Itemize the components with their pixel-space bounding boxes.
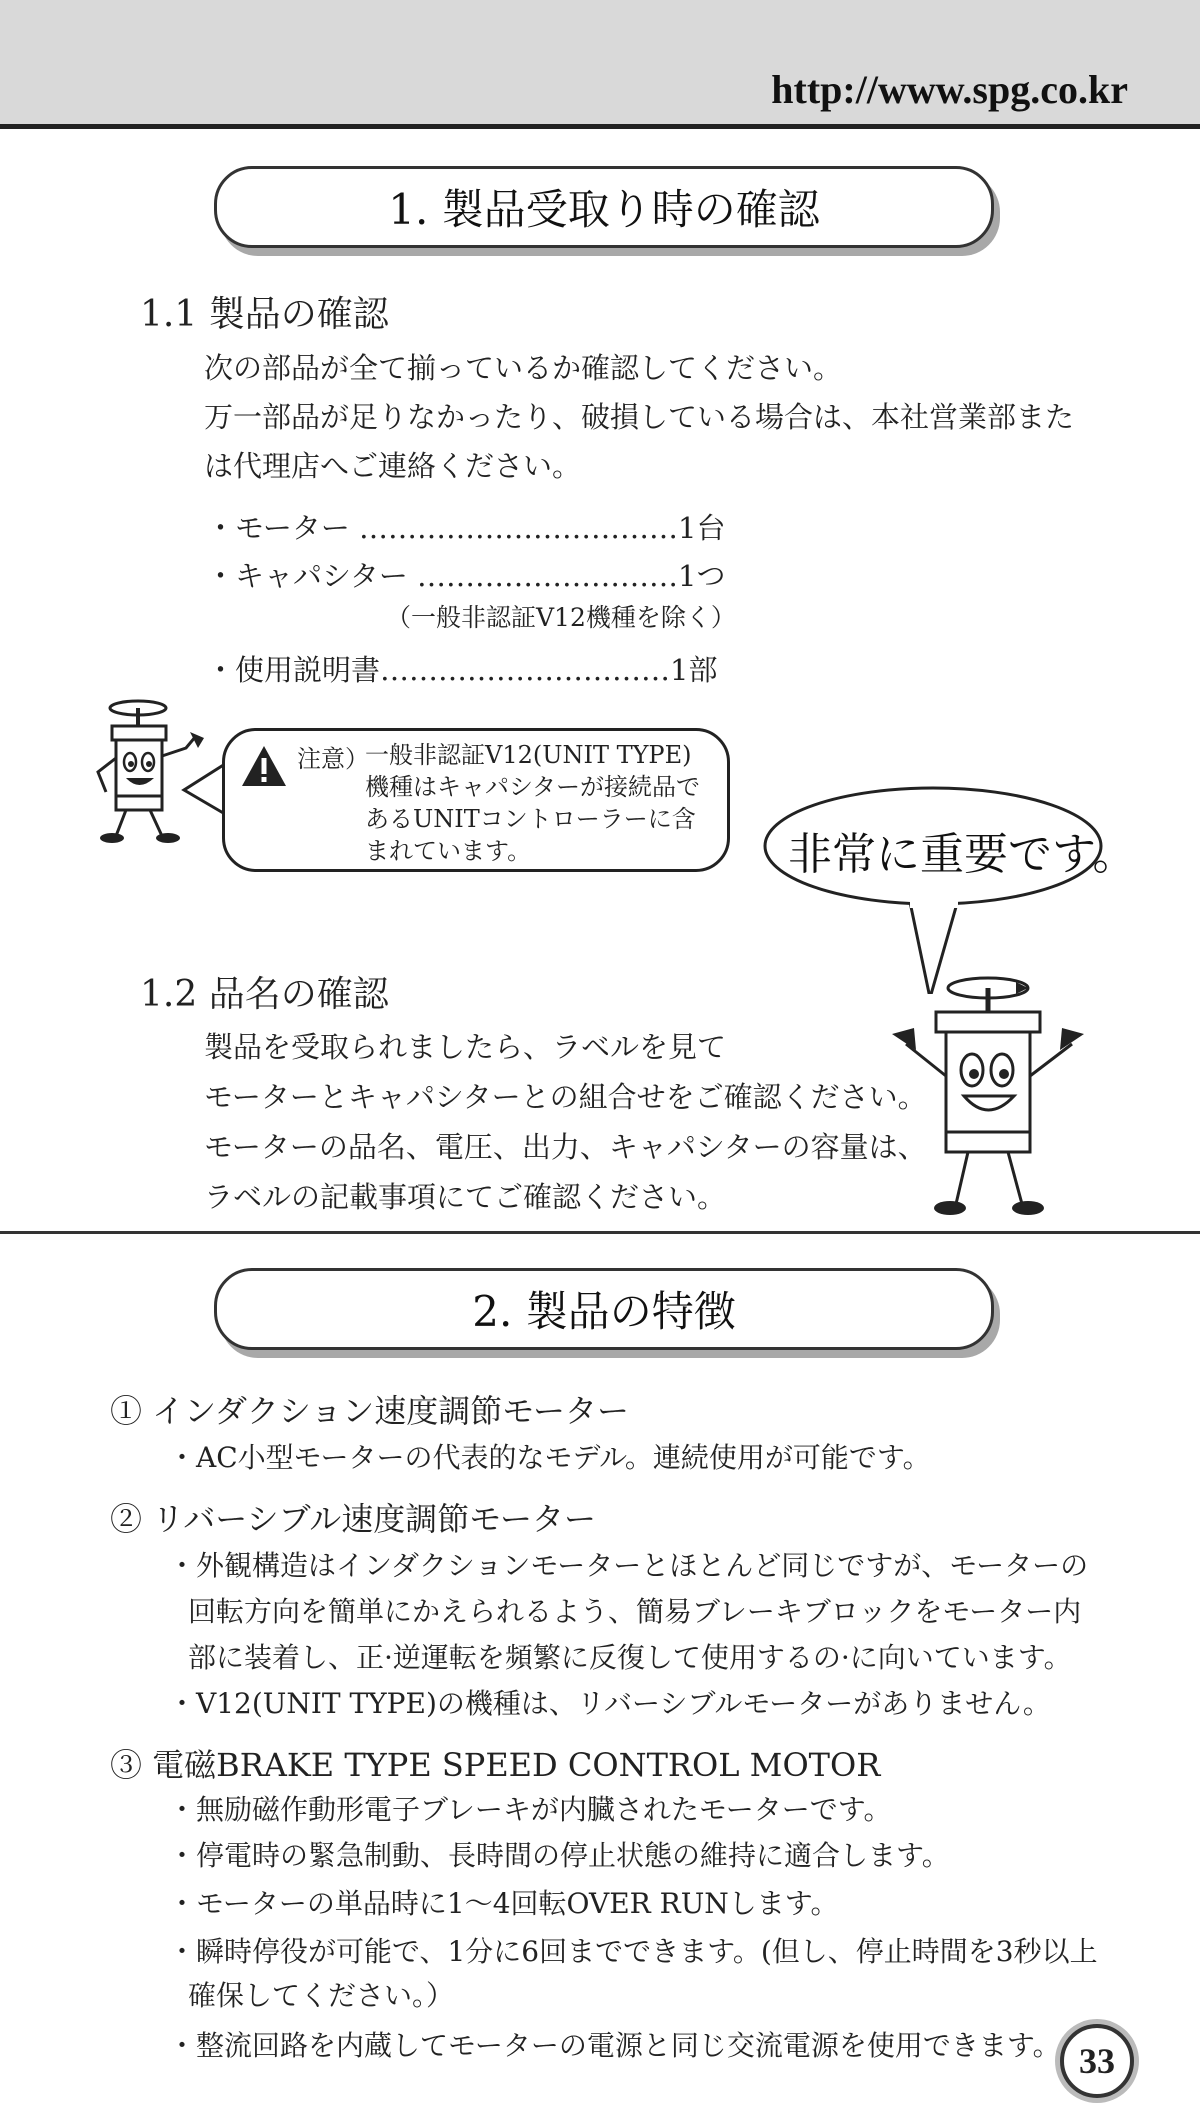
warning-icon [239,743,289,789]
item-capacitor: ・キャパシター ………………………1つ [206,559,726,593]
feature-1-title: ① インダクション速度調節モーター [110,1392,629,1430]
item-motor: ・モーター ……………………………1台 [206,511,726,545]
important-callout: 非常に重要です。 [788,829,1137,880]
note-bubble-tail [180,760,228,820]
caution-note-bubble [222,728,730,872]
feature-2-line: 回転方向を簡単にかえられるよう、簡易ブレーキブロックをモーター内 [188,1595,1082,1628]
feature-3-line: ・モーターの単品時に1～4回転OVER RUNします。 [168,1887,839,1920]
note-line: まれています。 [365,837,532,865]
section-divider [0,1231,1200,1234]
item-capacitor-note: （一般非認証V12機種を除く） [386,603,736,632]
sub1-heading: 1.1 製品の確認 [140,294,389,335]
feature-2-title: ② リバーシブル速度調節モーター [110,1500,597,1538]
sub2-paragraph [204,1022,927,1222]
header-bar [0,0,1200,129]
sub2-line: ラベルの記載事項にてご確認ください。 [204,1180,727,1214]
feature-1-line: ・AC小型モーターの代表的なモデル。連続使用が可能です。 [168,1441,931,1474]
sub1-paragraph [204,344,1074,491]
item-manual: ・使用説明書…………………………1部 [206,653,718,687]
note-line: 機種はキャパシターが接続品で [365,773,701,801]
feature-2-line: ・外観構造はインダクションモーターとほとんど同じですが、モーターの [168,1549,1089,1582]
feature-3-line: ・瞬時停役が可能で、1分に6回までできます。(但し、停止時間を3秒以上 [168,1935,1098,1968]
feature-3-line: ・無励磁作動形電子ブレーキが内臓されたモーターです。 [168,1793,892,1826]
sub2-line: モーターの品名、電圧、出力、キャパシターの容量は、 [204,1130,927,1164]
sub2-line: モーターとキャパシターとの組合せをご確認ください。 [204,1080,927,1114]
feature-3-line: ・整流回路を内蔵してモーターの電源と同じ交流電源を使用できます。 [168,2029,1061,2062]
page-number: 33 [1060,2024,1134,2098]
sub1-line: 万一部品が足りなかったり、破損している場合は、本社営業部また [204,400,1075,434]
section1-title: 1. 製品受取り時の確認 [214,166,994,248]
note-line: あるUNITコントローラーに含 [365,805,696,833]
sub1-line: は代理店へご連絡ください。 [204,449,582,483]
note-label: 注意） [297,745,369,773]
speech-bubble [760,784,1137,994]
header-url: http://www.spg.co.kr [771,67,1128,112]
feature-3-line: ・停電時の緊急制動、長時間の停止状態の維持に適合します。 [168,1839,950,1872]
sub2-heading: 1.2 品名の確認 [140,974,389,1015]
note-text [365,739,700,867]
feature-2-line: ・V12(UNIT TYPE)の機種は、リバーシブルモーターがありません。 [168,1687,1051,1720]
feature-2-line: 部に装着し、正·逆運転を頻繁に反復して使用するの·に向いています。 [188,1641,1072,1674]
section2-title: 2. 製品の特徴 [214,1268,994,1350]
note-line: 一般非認証V12(UNIT TYPE) [365,741,692,769]
sub1-line: 次の部品が全て揃っているか確認してください。 [204,351,843,385]
mascot-large-icon [866,972,1112,1222]
feature-3-line: 確保してください。） [188,1979,455,2012]
sub2-line: 製品を受取られましたら、ラベルを見て [204,1030,727,1064]
feature-3-title: ③ 電磁BRAKE TYPE SPEED CONTROL MOTOR [110,1746,881,1784]
